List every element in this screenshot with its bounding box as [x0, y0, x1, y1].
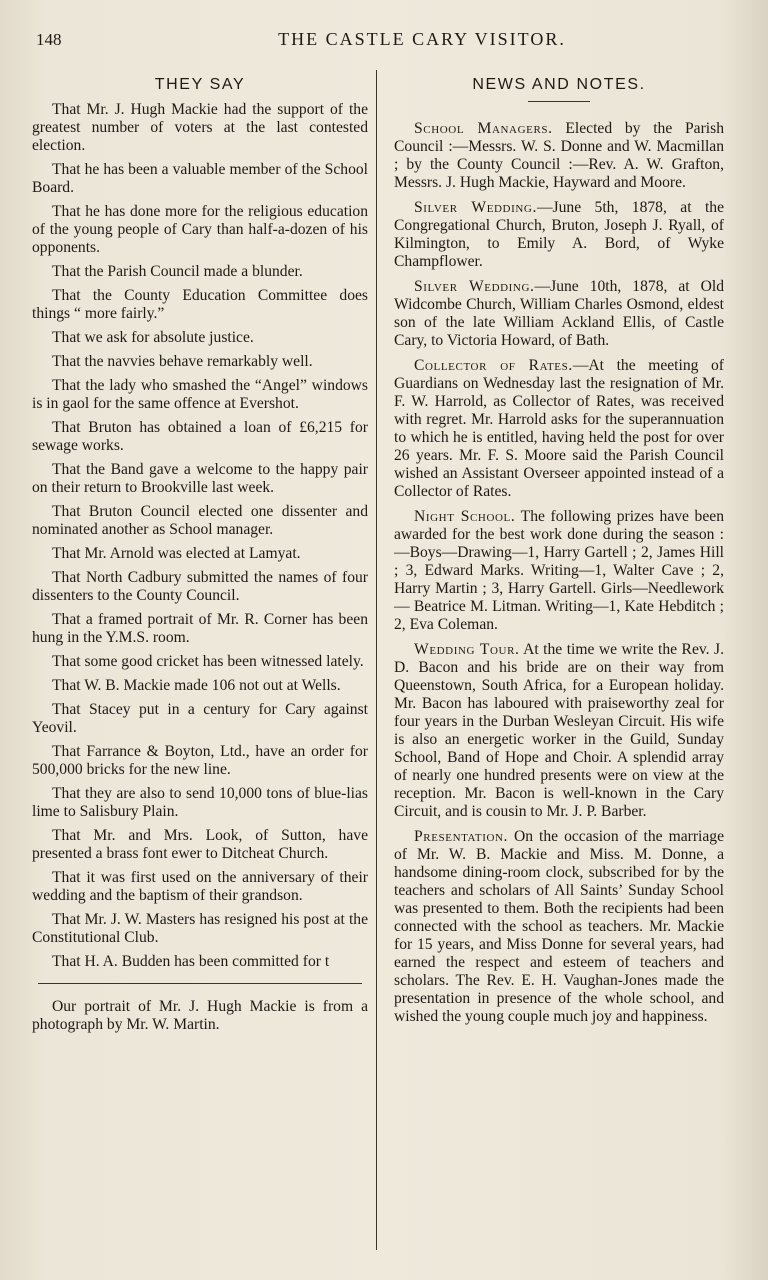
they-say-item: That Mr. J. W. Masters has resigned his post at the Constitutional Club.	[32, 911, 368, 946]
they-say-item: That they are also to send 10,000 tons of blue-lias lime to Salisbury Plain.	[32, 785, 368, 820]
news-and-notes-title: NEWS AND NOTES.	[472, 76, 646, 93]
they-say-item: That H. A. Budden has been committed for t	[52, 953, 330, 970]
they-say-item: That he has been a valuable member of the School Board.	[32, 161, 368, 196]
news-item-heading: Presentation.	[414, 828, 509, 845]
they-say-item: That the lady who smashed the “Angel” windows is in gaol for the same offence at Evershot.	[32, 377, 368, 412]
they-say-item: That the Band gave a welcome to the happy pair on their return to Brookville last week.	[32, 461, 368, 496]
news-item-text: On the occasion of the marriage of Mr. W. B. Mackie and Miss. M. Donne, a handsome dining-room clock, subscribed for by the teachers and scholars of All Saints’ Sunday School was presented to them. Both the recipients had been connected with the school as teachers. Mr. Mackie for 15 years, and Miss Donne for several years, had earned the respect and esteem of teachers and scholars. The Rev. E. H. Vaughan-Jones made the presentation in presence of the whole school, and wished the young couple much joy and happiness.	[394, 828, 724, 1025]
news-item	[394, 278, 724, 350]
news-and-notes-column	[394, 74, 724, 1033]
news-item-text: —June 10th, 1878, at Old Widcombe Church, William Charles Osmond, eldest son of the late William Ackland Ellis, of Castle Cary, to Victoria Howard, of Bath.	[394, 278, 725, 349]
they-say-item: That the Parish Council made a blunder.	[52, 263, 303, 280]
news-item	[394, 508, 724, 634]
they-say-item: That Mr. and Mrs. Look, of Sutton, have presented a brass font ewer to Ditcheat Church.	[32, 827, 368, 862]
news-item-text: —June 5th, 1878, at the Congregational Church, Bruton, Joseph J. Ryall, of Kilmington, to Emily A. Bord, of Wyke Champflower.	[394, 199, 724, 270]
they-say-item: That Bruton Council elected one dissenter and nominated another as School manager.	[32, 503, 368, 538]
news-item-text: Elected by the Parish Council :—Messrs. W. S. Donne and W. Macmillan ; by the County Council :—Rev. A. W. Grafton, Messrs. J. Hugh Mackie, Hayward and Moore.	[394, 120, 724, 191]
news-item-text: —At the meeting of Guardians on Wednesday last the resignation of Mr. F. W. Harrold, as Collector of Rates, was received with regret. Mr. Harrold asks for the superannuation to which he is entitled, having held the post for over 26 years. Mr. F. S. Moore said the Parish Council wished an Assistant Overseer appointed instead of a Collector of Rates.	[394, 357, 724, 500]
they-say-item: That the navvies behave remarkably well.	[52, 353, 313, 370]
they-say-item: That Mr. Arnold was elected at Lamyat.	[52, 545, 301, 562]
they-say-column	[32, 74, 368, 1040]
page-header	[36, 26, 748, 56]
news-item-text: At the time we write the Rev. J. D. Bacon and his bride are on their way from Queenstown, South Africa, for a European holiday. Mr. Bacon has laboured with praiseworthy zeal for four years in the Durban Wesleyan Circuit. His wife is also an energetic worker in the Guild, Sunday School, Band of Hope and Choir. A splendid array of nearly one hundred presents were on view at the reception. Mr. Bacon is well-known in the Cary Circuit, and is cousin to Mr. J. P. Barber.	[394, 641, 724, 820]
portrait-footnote: Our portrait of Mr. J. Hugh Mackie is from a photograph by Mr. W. Martin.	[32, 998, 368, 1033]
news-item	[394, 357, 724, 501]
footnote-rule	[38, 983, 362, 984]
they-say-item: That a framed portrait of Mr. R. Corner has been hung in the Y.M.S. room.	[32, 611, 368, 646]
news-item-text: The following prizes have been awarded for the best work done during the season :—Boys—Drawing—1, Harry Gartell ; 2, James Hill ; 3, Edward Marks. Writing—1, Walter Cave ; 2, Harry Martin ; 3, Harry Gartell. Girls—Needlework— Beatrice M. Litman. Writing—1, Kate Hebditch ; 2, Eva Coleman.	[394, 508, 724, 633]
news-item-heading: Wedding Tour.	[414, 641, 520, 658]
they-say-item: That Bruton has obtained a loan of £6,215 for sewage works.	[32, 419, 368, 454]
news-item	[394, 120, 724, 192]
column-divider	[376, 70, 377, 1250]
they-say-item: That Farrance & Boyton, Ltd., have an order for 500,000 bricks for the new line.	[32, 743, 368, 778]
news-item	[394, 641, 724, 821]
running-title: THE CASTLE CARY VISITOR.	[278, 29, 566, 49]
news-item-heading: School Managers.	[414, 120, 553, 137]
news-item-heading: Collector of Rates.	[414, 357, 573, 374]
news-item-heading: Silver Wedding.	[414, 278, 535, 295]
they-say-item: That it was first used on the anniversary of their wedding and the baptism of their grandson.	[32, 869, 368, 904]
they-say-item: That the County Education Committee does things “ more fairly.”	[32, 287, 368, 322]
they-say-item: That Mr. J. Hugh Mackie had the support of the greatest number of voters at the last contested election.	[32, 101, 368, 154]
they-say-item: That he has done more for the religious education of the young people of Cary than half-a-dozen of his opponents.	[32, 203, 368, 256]
they-say-item: That W. B. Mackie made 106 not out at Wells.	[52, 677, 341, 694]
news-item	[394, 199, 724, 271]
they-say-item: That Stacey put in a century for Cary against Yeovil.	[32, 701, 368, 736]
news-item-heading: Night School.	[414, 508, 516, 525]
page-number: 148	[36, 30, 62, 49]
news-item	[394, 828, 724, 1026]
news-item-heading: Silver Wedding.	[414, 199, 537, 216]
they-say-item: That we ask for absolute justice.	[52, 329, 254, 346]
they-say-item: That some good cricket has been witnessed lately.	[52, 653, 364, 670]
they-say-title: THEY SAY	[154, 76, 246, 93]
they-say-item: That North Cadbury submitted the names of four dissenters to the County Council.	[32, 569, 368, 604]
title-rule	[528, 101, 590, 102]
